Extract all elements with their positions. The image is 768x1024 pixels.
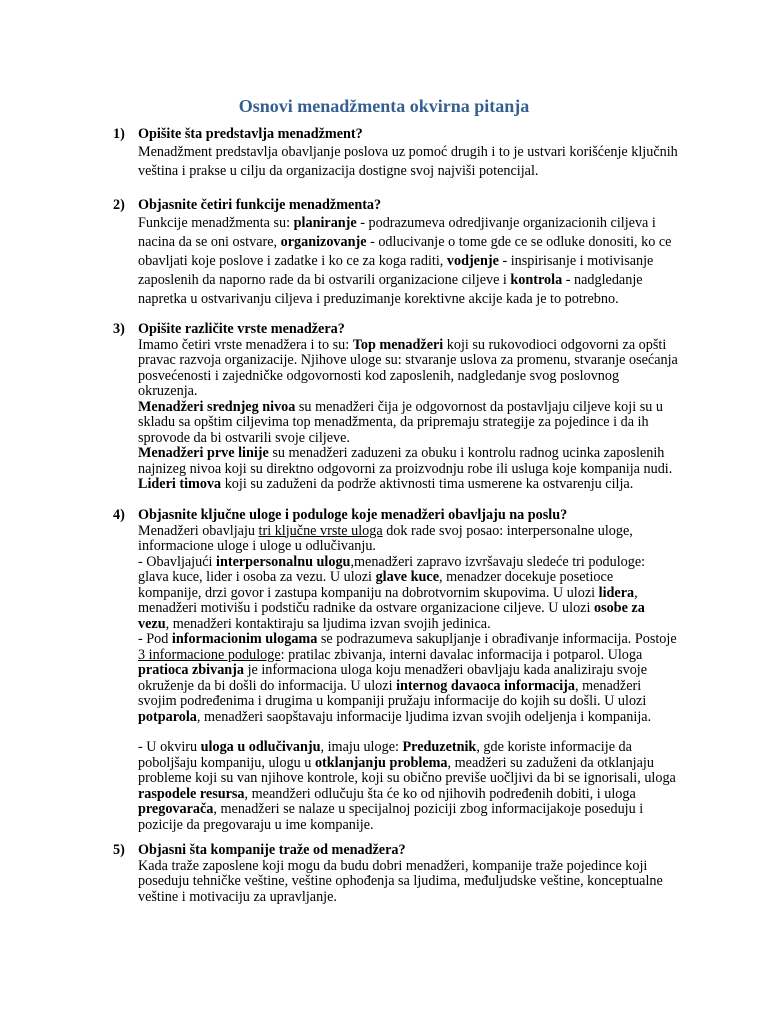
question-number: 1) [113, 126, 125, 142]
question-4 [113, 508, 678, 833]
document-title: Osnovi menadžmenta okvirna pitanja [238, 96, 530, 116]
question-5 [113, 843, 678, 905]
question-number: 2) [113, 197, 125, 213]
question-number: 5) [113, 842, 125, 858]
question-heading: Opišite različite vrste menadžera? [138, 321, 345, 337]
question-answer: Menadžment predstavlja obavljanje poslova uz pomoć drugih i to je ustvari korišćenje ključnih veština i prakse u cilju da organizacija dostigne svoj najviši potencijal. [138, 143, 678, 179]
question-heading: Opišite šta predstavlja menadžment? [138, 126, 363, 142]
question-answer: Menadžeri obavljaju tri ključne vrste uloga dok rade svoj posao: interpersonalne uloge, informacione uloge i uloge u odlučivanju. - Obavljajući interpersonalnu ulogu,menadžeri zapravo izvršavaju sledeće tri poduloge: glava kuce, lider i osoba za vezu. U ulozi glave kuce, menadzer docekuje posetioce kompanije, drzi govor i zastupa kompaniju na dobrotvornim skupovima. U ulozi lidera, menadžeri motivišu i podstiču radnike da ostvare organizacione ciljeve. U ulozi osobe za vezu, menadžeri kontaktiraju sa ljudima izvan svojih jedinica. - Pod informacionim ulogama se podrazumeva sakupljanje i obrađivanje informacija. Postoje 3 informacione poduloge: pratilac zbivanja, interni davalac informacija i potparol. Uloga pratioca zbivanja je informaciona uloga koju menadžeri obavljaju kada analiziraju svoje okruženje da bi došli do informacija. U ulozi internog davaoca informacija, menadžeri svojim podređenima i drugima u kompaniji pružaju informacije do kojih su došli. U ulozi potparola, menadžeri saopštavaju informacije ljudima izvan svojih odeljenja i kompanija. - U okviru uloga u odlučivanju, imaju uloge: Preduzetnik, gde koriste informacije da poboljšaju kompaniju, ulogu u otklanjanju problema, meadžeri su zaduženi da otklanjaju probleme koji su van njihove kontrole, koji su obično previše uočljivi da bi se ignorisali, uloga raspodele resursa, meandžeri odlučuju šta će ko od njihovih podređenih dobiti, i uloga pregovarača, menadžeri se nalaze u specijalnoj poziciji zbog informacijakoje poseduju i pozicije da pregovaraju u ime kompanije. [138, 522, 677, 833]
question-number: 3) [113, 321, 125, 337]
question-heading: Objasni šta kompanije traže od menadžera? [138, 842, 406, 858]
question-heading: Objasnite četiri funkcije menadžmenta? [138, 197, 382, 213]
question-3 [113, 322, 678, 493]
question-answer: Imamo četiri vrste menadžera i to su: Top menadžeri koji su rukovodioci odgovorni za opšti pravac razvoja organizacije. Njihove uloge su: stvaranje uslova za promenu, stvaranje osećanja posvećenosti i zajedničke odgovornosti kod zaposlenih, nadgledanje svog poslovnog okruzenja. Menadžeri srednjeg nivoa su menadžeri čija je odgovornost da postavljaju ciljeve koji su u skladu sa opštim ciljevima top menadžmenta, da pripremaju strategije za pojedince i da ih sprovode da bi ostvarili svoje ciljeve. Menadžeri prve linije su menadžeri zaduzeni za obuku i kontrolu radnog ucinka zaposlenih najnizeg nivoa koji su direktno odgovorni za proizvodnju robe ili usluga koje kompanija nudi. Lideri timova koji su zaduženi da podrže aktivnosti tima usmerene ka ostvarenju cilja. [138, 336, 678, 492]
question-2 [113, 198, 678, 309]
question-1 [113, 127, 678, 181]
question-answer: Funkcije menadžmenta su: planiranje - podrazumeva odredjivanje organizacionih ciljeva i nacina da se oni ostvare, organizovanje - odlucivanje o tome gde ce se odluke donositi, ko ce obavljati koje poslove i zadatke i ko ce za koga raditi, vodjenje - inspirisanje i motivisanje zaposlenih da naporno rade da bi ostvarili organizacione ciljeve i kontrola - nadgledanje napretka u ostvarivanju ciljeva i preduzimanje korektivne akcije kada je to potrebno. [138, 214, 672, 307]
question-number: 4) [113, 507, 125, 523]
question-answer: Kada traže zaposlene koji mogu da budu dobri menadžeri, kompanije traže pojedince koji poseduju tehničke veštine, veštine ophođenja sa ljudima, međuljudske veštine, konceptualne veštine i motivaciju za upravljanje. [138, 857, 663, 905]
question-heading: Objasnite ključne uloge i poduloge koje menadžeri obavljaju na poslu? [138, 507, 568, 523]
